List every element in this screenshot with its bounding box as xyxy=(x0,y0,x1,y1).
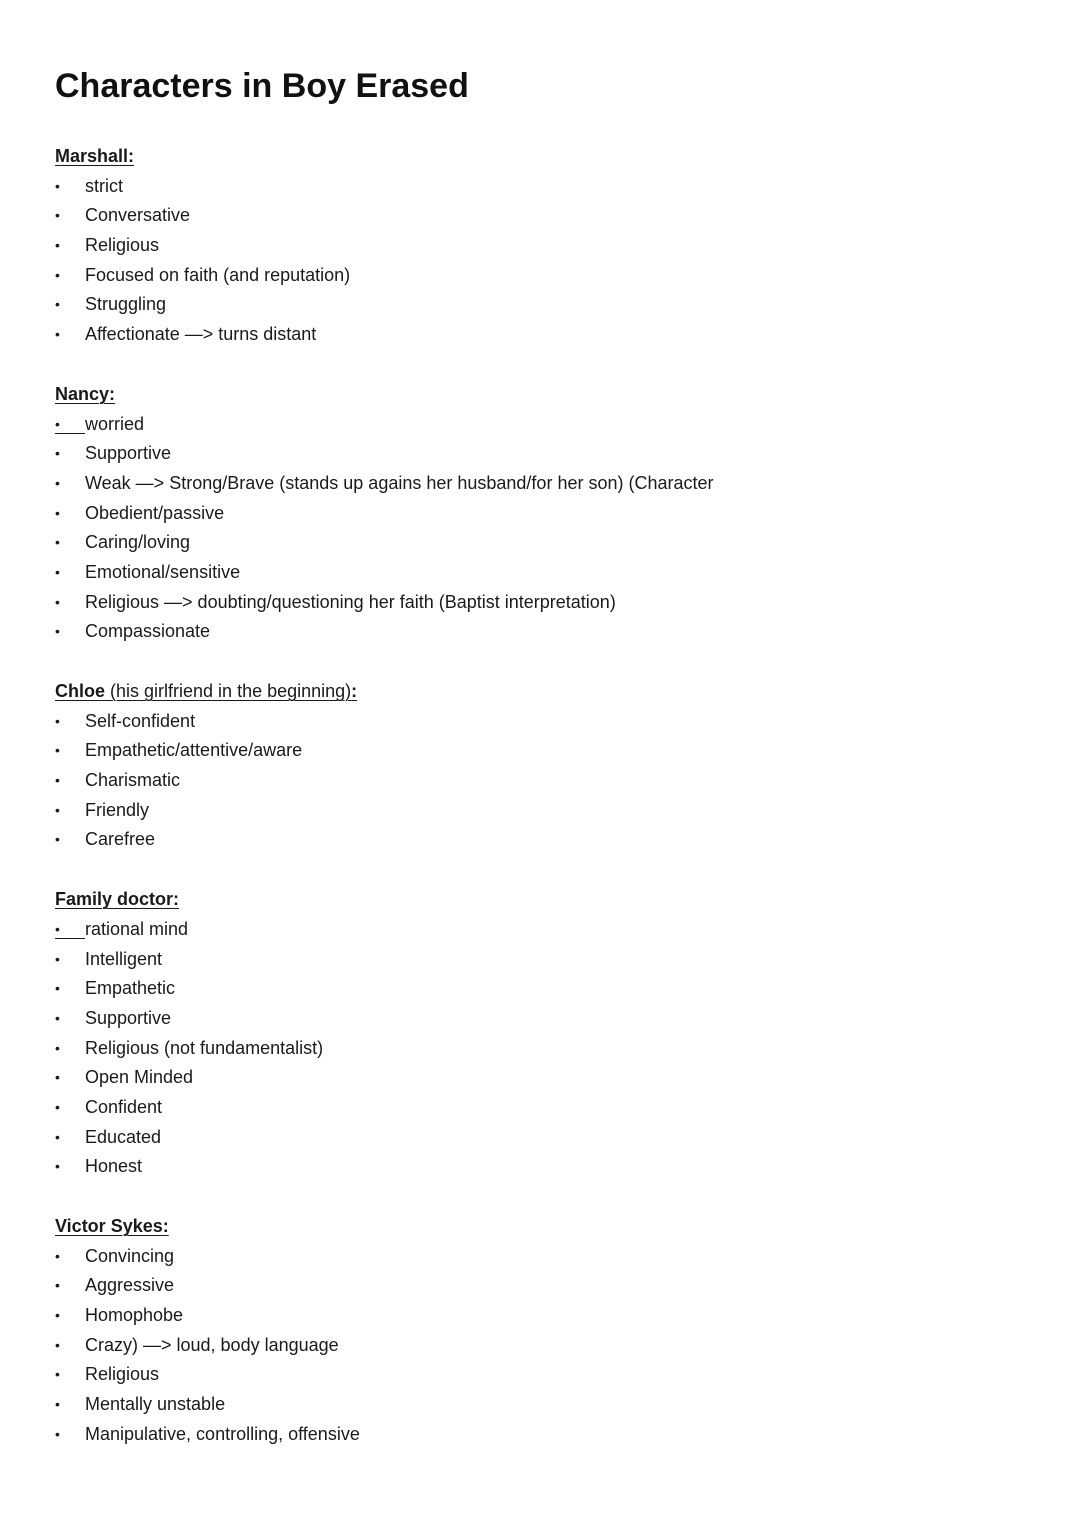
list-item xyxy=(55,945,1055,975)
heading-colon: : xyxy=(173,889,180,910)
bullet-icon: • xyxy=(55,445,60,462)
bullet-icon: • xyxy=(55,920,60,937)
trait-text: Intelligent xyxy=(85,948,163,969)
character-heading xyxy=(55,380,1055,410)
bullet-icon: • xyxy=(55,1128,60,1145)
list-item xyxy=(55,528,1055,558)
bullet-icon: • xyxy=(55,177,60,194)
trait-text: Carefree xyxy=(85,829,156,850)
character-section xyxy=(55,677,1055,855)
bullet-icon: • xyxy=(55,1247,60,1264)
bullet-icon: • xyxy=(55,415,60,432)
list-item xyxy=(55,261,1055,291)
trait-text: Manipulative, controlling, offensive xyxy=(85,1423,360,1444)
bullet-icon: • xyxy=(55,326,60,343)
trait-text: Religious —> doubting/questioning her faith (Baptist interpretation) xyxy=(85,591,616,612)
list-item xyxy=(55,290,1055,320)
trait-text: Conversative xyxy=(85,205,191,226)
trait-text: Empathetic/attentive/aware xyxy=(85,740,303,761)
trait-text: worried xyxy=(85,413,145,434)
list-item xyxy=(55,410,1055,440)
bullet-icon: • xyxy=(55,593,60,610)
bullet-icon: • xyxy=(55,504,60,521)
character-heading xyxy=(55,677,1055,707)
trait-text: Aggressive xyxy=(85,1275,175,1296)
bullet-icon: • xyxy=(55,1069,60,1086)
character-name: Victor Sykes xyxy=(55,1216,163,1236)
list-item xyxy=(55,588,1055,618)
document-page xyxy=(55,64,1055,1480)
heading-colon: : xyxy=(162,1216,169,1236)
list-item xyxy=(55,499,1055,529)
trait-text: Religious xyxy=(85,1364,160,1385)
list-item xyxy=(55,915,1055,945)
bullet-icon: • xyxy=(55,1425,60,1442)
character-name: Marshall xyxy=(55,146,129,166)
list-item xyxy=(55,974,1055,1004)
bullet-icon: • xyxy=(55,563,60,580)
trait-text: Charismatic xyxy=(85,770,181,791)
list-item xyxy=(55,1271,1055,1301)
trait-text: rational mind xyxy=(85,918,189,939)
list-item xyxy=(55,558,1055,588)
character-heading xyxy=(55,142,1055,172)
list-item xyxy=(55,469,1055,499)
list-item xyxy=(55,1301,1055,1331)
trait-text: Confident xyxy=(85,1096,163,1117)
bullet-icon: • xyxy=(55,623,60,640)
trait-text: Educated xyxy=(85,1126,162,1147)
bullet-icon: • xyxy=(55,831,60,848)
list-item xyxy=(55,1420,1055,1450)
trait-list xyxy=(55,410,1055,648)
list-item xyxy=(55,1331,1055,1361)
trait-text: Honest xyxy=(85,1156,143,1177)
list-item xyxy=(55,1123,1055,1153)
bullet-icon: • xyxy=(55,1277,60,1294)
list-item xyxy=(55,1360,1055,1390)
heading-colon: : xyxy=(109,383,116,404)
trait-text: Open Minded xyxy=(85,1067,194,1088)
trait-list xyxy=(55,1242,1055,1450)
character-section xyxy=(55,885,1055,1182)
list-item xyxy=(55,796,1055,826)
list-item xyxy=(55,1004,1055,1034)
trait-text: Empathetic xyxy=(85,978,176,999)
trait-text: Religious (not fundamentalist) xyxy=(85,1037,324,1058)
trait-list xyxy=(55,172,1055,350)
trait-text: Crazy) —> loud, body language xyxy=(85,1334,339,1355)
bullet-icon: • xyxy=(55,534,60,551)
bullet-icon: • xyxy=(55,1039,60,1056)
list-item xyxy=(55,439,1055,469)
character-heading xyxy=(55,1212,1055,1242)
list-item xyxy=(55,825,1055,855)
bullet-icon: • xyxy=(55,207,60,224)
character-name: Nancy xyxy=(55,383,110,404)
trait-list xyxy=(55,707,1055,855)
trait-text: Mentally unstable xyxy=(85,1394,226,1415)
list-item xyxy=(55,617,1055,647)
bullet-icon: • xyxy=(55,742,60,759)
trait-text: strict xyxy=(85,175,123,196)
list-item xyxy=(55,1093,1055,1123)
trait-text: Affectionate —> turns distant xyxy=(85,324,317,345)
bullet-icon: • xyxy=(55,1307,60,1324)
trait-text: Focused on faith (and reputation) xyxy=(85,264,351,285)
character-name: Chloe xyxy=(55,681,106,701)
trait-text: Friendly xyxy=(85,799,150,820)
trait-text: Struggling xyxy=(85,294,167,315)
bullet-icon: • xyxy=(55,772,60,789)
character-name: Family doctor xyxy=(55,889,174,910)
bullet-icon: • xyxy=(55,237,60,254)
trait-list xyxy=(55,915,1055,1182)
list-item xyxy=(55,1390,1055,1420)
character-heading xyxy=(55,885,1055,915)
bullet-icon: • xyxy=(55,474,60,491)
trait-text: Supportive xyxy=(85,443,172,464)
bullet-icon: • xyxy=(55,1336,60,1353)
trait-text: Caring/loving xyxy=(85,532,191,553)
list-item xyxy=(55,1063,1055,1093)
list-item xyxy=(55,1034,1055,1064)
list-item xyxy=(55,736,1055,766)
page-title: Characters in Boy Erased xyxy=(55,67,469,105)
list-item xyxy=(55,766,1055,796)
list-item xyxy=(55,707,1055,737)
trait-text: Emotional/sensitive xyxy=(85,561,241,582)
trait-text: Obedient/passive xyxy=(85,502,225,523)
list-item xyxy=(55,1242,1055,1272)
bullet-icon: • xyxy=(55,266,60,283)
trait-text: Compassionate xyxy=(85,621,211,642)
bullet-icon: • xyxy=(55,1366,60,1383)
character-note: (his girlfriend in the beginning) xyxy=(105,681,352,701)
bullet-icon: • xyxy=(55,1158,60,1175)
bullet-icon: • xyxy=(55,1009,60,1026)
list-item xyxy=(55,172,1055,202)
trait-text: Weak —> Strong/Brave (stands up agains her husband/for her son) (Character xyxy=(85,472,714,493)
trait-text: Religious xyxy=(85,235,160,256)
list-item xyxy=(55,231,1055,261)
trait-text: Self-confident xyxy=(85,710,196,731)
bullet-icon: • xyxy=(55,801,60,818)
heading-colon: : xyxy=(351,681,358,701)
sections-container xyxy=(55,142,1055,1450)
bullet-icon: • xyxy=(55,1098,60,1115)
list-item xyxy=(55,1152,1055,1182)
bullet-icon: • xyxy=(55,980,60,997)
bullet-icon: • xyxy=(55,296,60,313)
trait-text: Supportive xyxy=(85,1007,172,1028)
character-section xyxy=(55,1212,1055,1450)
trait-text: Homophobe xyxy=(85,1305,184,1326)
bullet-icon: • xyxy=(55,712,60,729)
character-section xyxy=(55,142,1055,350)
list-item xyxy=(55,201,1055,231)
bullet-icon: • xyxy=(55,1396,60,1413)
bullet-icon: • xyxy=(55,950,60,967)
trait-text: Convincing xyxy=(85,1245,175,1266)
heading-colon: : xyxy=(128,146,135,166)
character-section xyxy=(55,380,1055,647)
list-item xyxy=(55,320,1055,350)
